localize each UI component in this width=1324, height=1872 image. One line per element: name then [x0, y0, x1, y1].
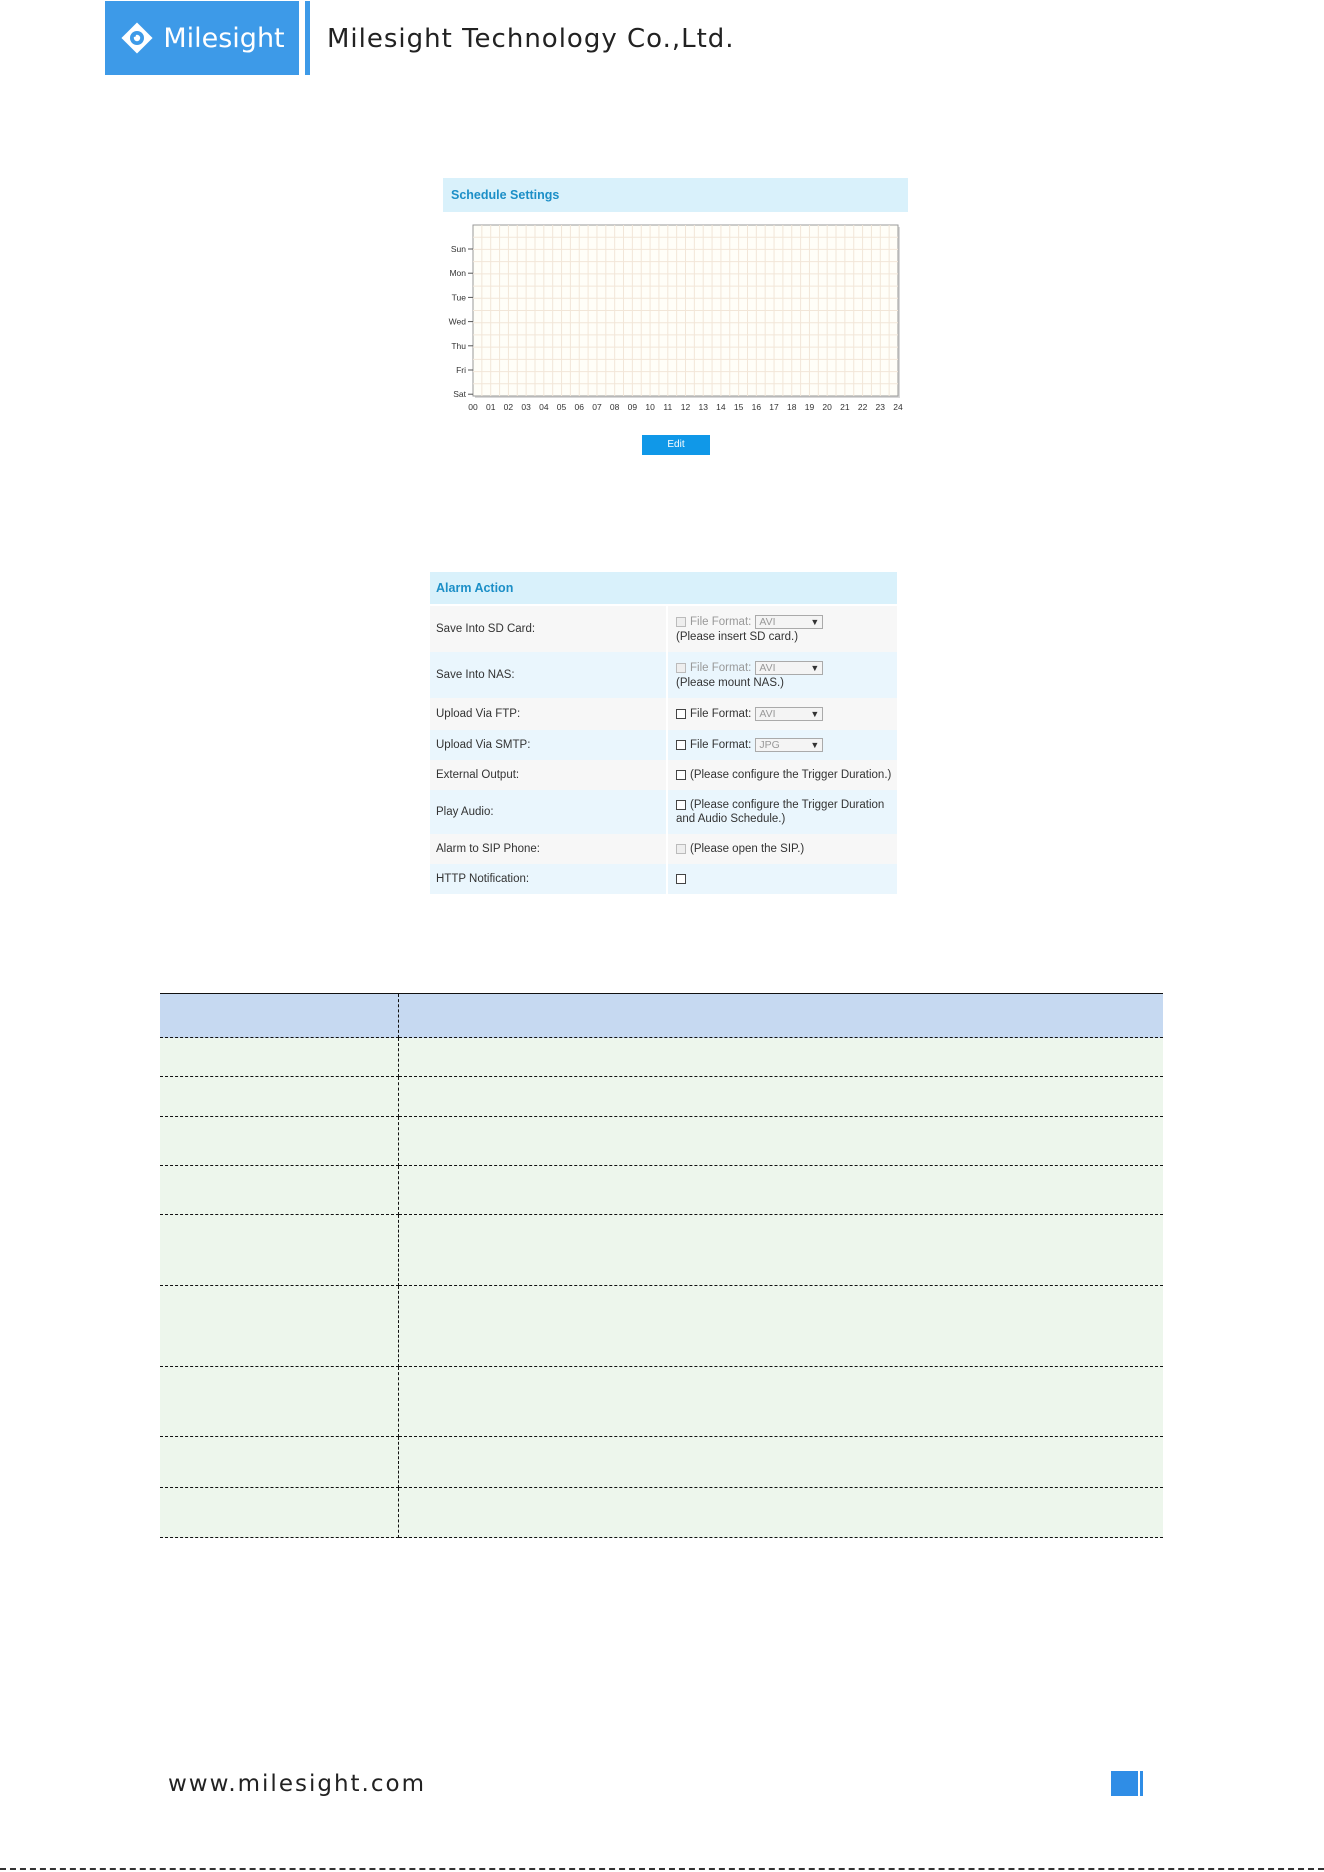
- page-number-box: [1111, 1771, 1138, 1796]
- chevron-down-icon: ▼: [810, 740, 820, 750]
- table-row: [160, 1077, 1163, 1117]
- hour-label: 01: [485, 402, 496, 412]
- alarm-row-smtp: [430, 730, 897, 760]
- alarm-row-sd-card: [430, 606, 897, 652]
- alarm-action-panel: [430, 572, 897, 894]
- day-label: Thu: [451, 340, 466, 351]
- schedule-settings-title: Schedule Settings: [443, 178, 908, 212]
- smtp-checkbox[interactable]: [676, 740, 686, 750]
- alarm-row-external-output: [430, 760, 897, 790]
- hour-label: 20: [822, 402, 832, 412]
- hour-label: 03: [521, 402, 531, 412]
- logo-text: Milesight: [163, 22, 285, 54]
- hour-label: 24: [893, 402, 903, 412]
- row-note: (Please open the SIP.): [690, 843, 805, 855]
- day-label: Tue: [451, 292, 466, 303]
- hour-label: 19: [804, 402, 815, 412]
- alarm-row-nas: [430, 652, 897, 698]
- row-label: External Output:: [430, 760, 666, 790]
- hour-label: 13: [698, 402, 708, 412]
- hour-label: 21: [840, 402, 850, 412]
- schedule-grid[interactable]: [443, 220, 908, 425]
- play-audio-checkbox[interactable]: [676, 800, 686, 810]
- company-logo: [105, 1, 299, 75]
- smtp-format-select[interactable]: JPG ▼: [755, 738, 823, 752]
- hour-label: 07: [592, 402, 602, 412]
- file-format-label: File Format:: [690, 616, 752, 628]
- alarm-row-sip-phone: [430, 834, 897, 864]
- hour-label: 15: [733, 402, 744, 412]
- row-note: and Audio Schedule.): [676, 813, 786, 825]
- ftp-format-select[interactable]: AVI ▼: [755, 707, 823, 721]
- nas-format-select[interactable]: AVI ▼: [755, 661, 823, 675]
- row-note: (Please configure the Trigger Duration.): [690, 769, 892, 781]
- company-name: Milesight Technology Co.,Ltd.: [327, 24, 735, 54]
- table-row: [160, 1437, 1163, 1488]
- row-label: HTTP Notification:: [430, 864, 666, 894]
- sip-phone-checkbox[interactable]: [676, 844, 686, 854]
- row-note: (Please mount NAS.): [676, 677, 785, 689]
- page-bottom-rule: [0, 1868, 1324, 1870]
- row-label: Save Into NAS:: [430, 652, 666, 698]
- hour-label: 12: [680, 402, 691, 412]
- parameter-table: [160, 993, 1163, 1538]
- edit-button[interactable]: Edit: [642, 435, 710, 455]
- hour-label: 10: [645, 402, 655, 412]
- row-note: (Please configure the Trigger Duration: [690, 799, 885, 811]
- sd-card-format-select[interactable]: AVI ▼: [755, 615, 823, 629]
- day-label: Mon: [449, 268, 466, 279]
- hour-label: 05: [556, 402, 567, 412]
- nas-checkbox[interactable]: [676, 663, 686, 673]
- row-label: Save Into SD Card:: [430, 606, 666, 652]
- hour-label: 23: [875, 402, 886, 412]
- chevron-down-icon: ▼: [810, 663, 820, 673]
- hour-label: 17: [769, 402, 779, 412]
- row-note: (Please insert SD card.): [676, 631, 799, 643]
- hour-label: 09: [627, 402, 638, 412]
- alarm-row-play-audio: [430, 790, 897, 834]
- table-row: [160, 1117, 1163, 1166]
- sd-card-checkbox[interactable]: [676, 617, 686, 627]
- table-row: [160, 1286, 1163, 1367]
- table-row: [160, 1215, 1163, 1286]
- row-label: Upload Via FTP:: [430, 698, 666, 730]
- external-output-checkbox[interactable]: [676, 770, 686, 780]
- chevron-down-icon: ▼: [810, 617, 820, 627]
- table-row: [160, 1488, 1163, 1538]
- day-label: Sun: [450, 244, 466, 254]
- alarm-row-ftp: [430, 698, 897, 730]
- hour-label: 16: [751, 402, 762, 412]
- file-format-label: File Format:: [690, 739, 752, 751]
- hour-label: 11: [663, 402, 673, 412]
- header-divider: [305, 1, 310, 75]
- table-row: [160, 1038, 1163, 1077]
- table-header-row: [160, 994, 1163, 1038]
- alarm-row-http-notification: [430, 864, 897, 894]
- hour-label: 04: [539, 402, 549, 412]
- hour-label: 18: [787, 402, 797, 412]
- http-notification-checkbox[interactable]: [676, 874, 686, 884]
- table-row: [160, 1166, 1163, 1215]
- day-label: Sat: [453, 389, 466, 400]
- day-label: Fri: [456, 365, 466, 375]
- page-number-bar: [1140, 1771, 1143, 1796]
- file-format-label: File Format:: [690, 662, 752, 674]
- table-row: [160, 1367, 1163, 1437]
- hour-label: 06: [574, 402, 584, 412]
- file-format-label: File Format:: [690, 708, 752, 720]
- hour-label: 14: [716, 402, 726, 412]
- footer-url: www.milesight.com: [168, 1771, 426, 1797]
- row-label: Play Audio:: [430, 790, 666, 834]
- logo-diamond-icon: [119, 20, 155, 56]
- schedule-settings-panel: [443, 178, 908, 458]
- hour-label: 22: [857, 402, 868, 412]
- row-label: Alarm to SIP Phone:: [430, 834, 666, 864]
- hour-label: 02: [503, 402, 514, 412]
- ftp-checkbox[interactable]: [676, 709, 686, 719]
- alarm-action-title: Alarm Action: [430, 572, 897, 604]
- day-label: Wed: [448, 316, 466, 327]
- chevron-down-icon: ▼: [810, 709, 820, 719]
- row-label: Upload Via SMTP:: [430, 730, 666, 760]
- hour-label: 00: [468, 402, 478, 412]
- hour-label: 08: [609, 402, 620, 412]
